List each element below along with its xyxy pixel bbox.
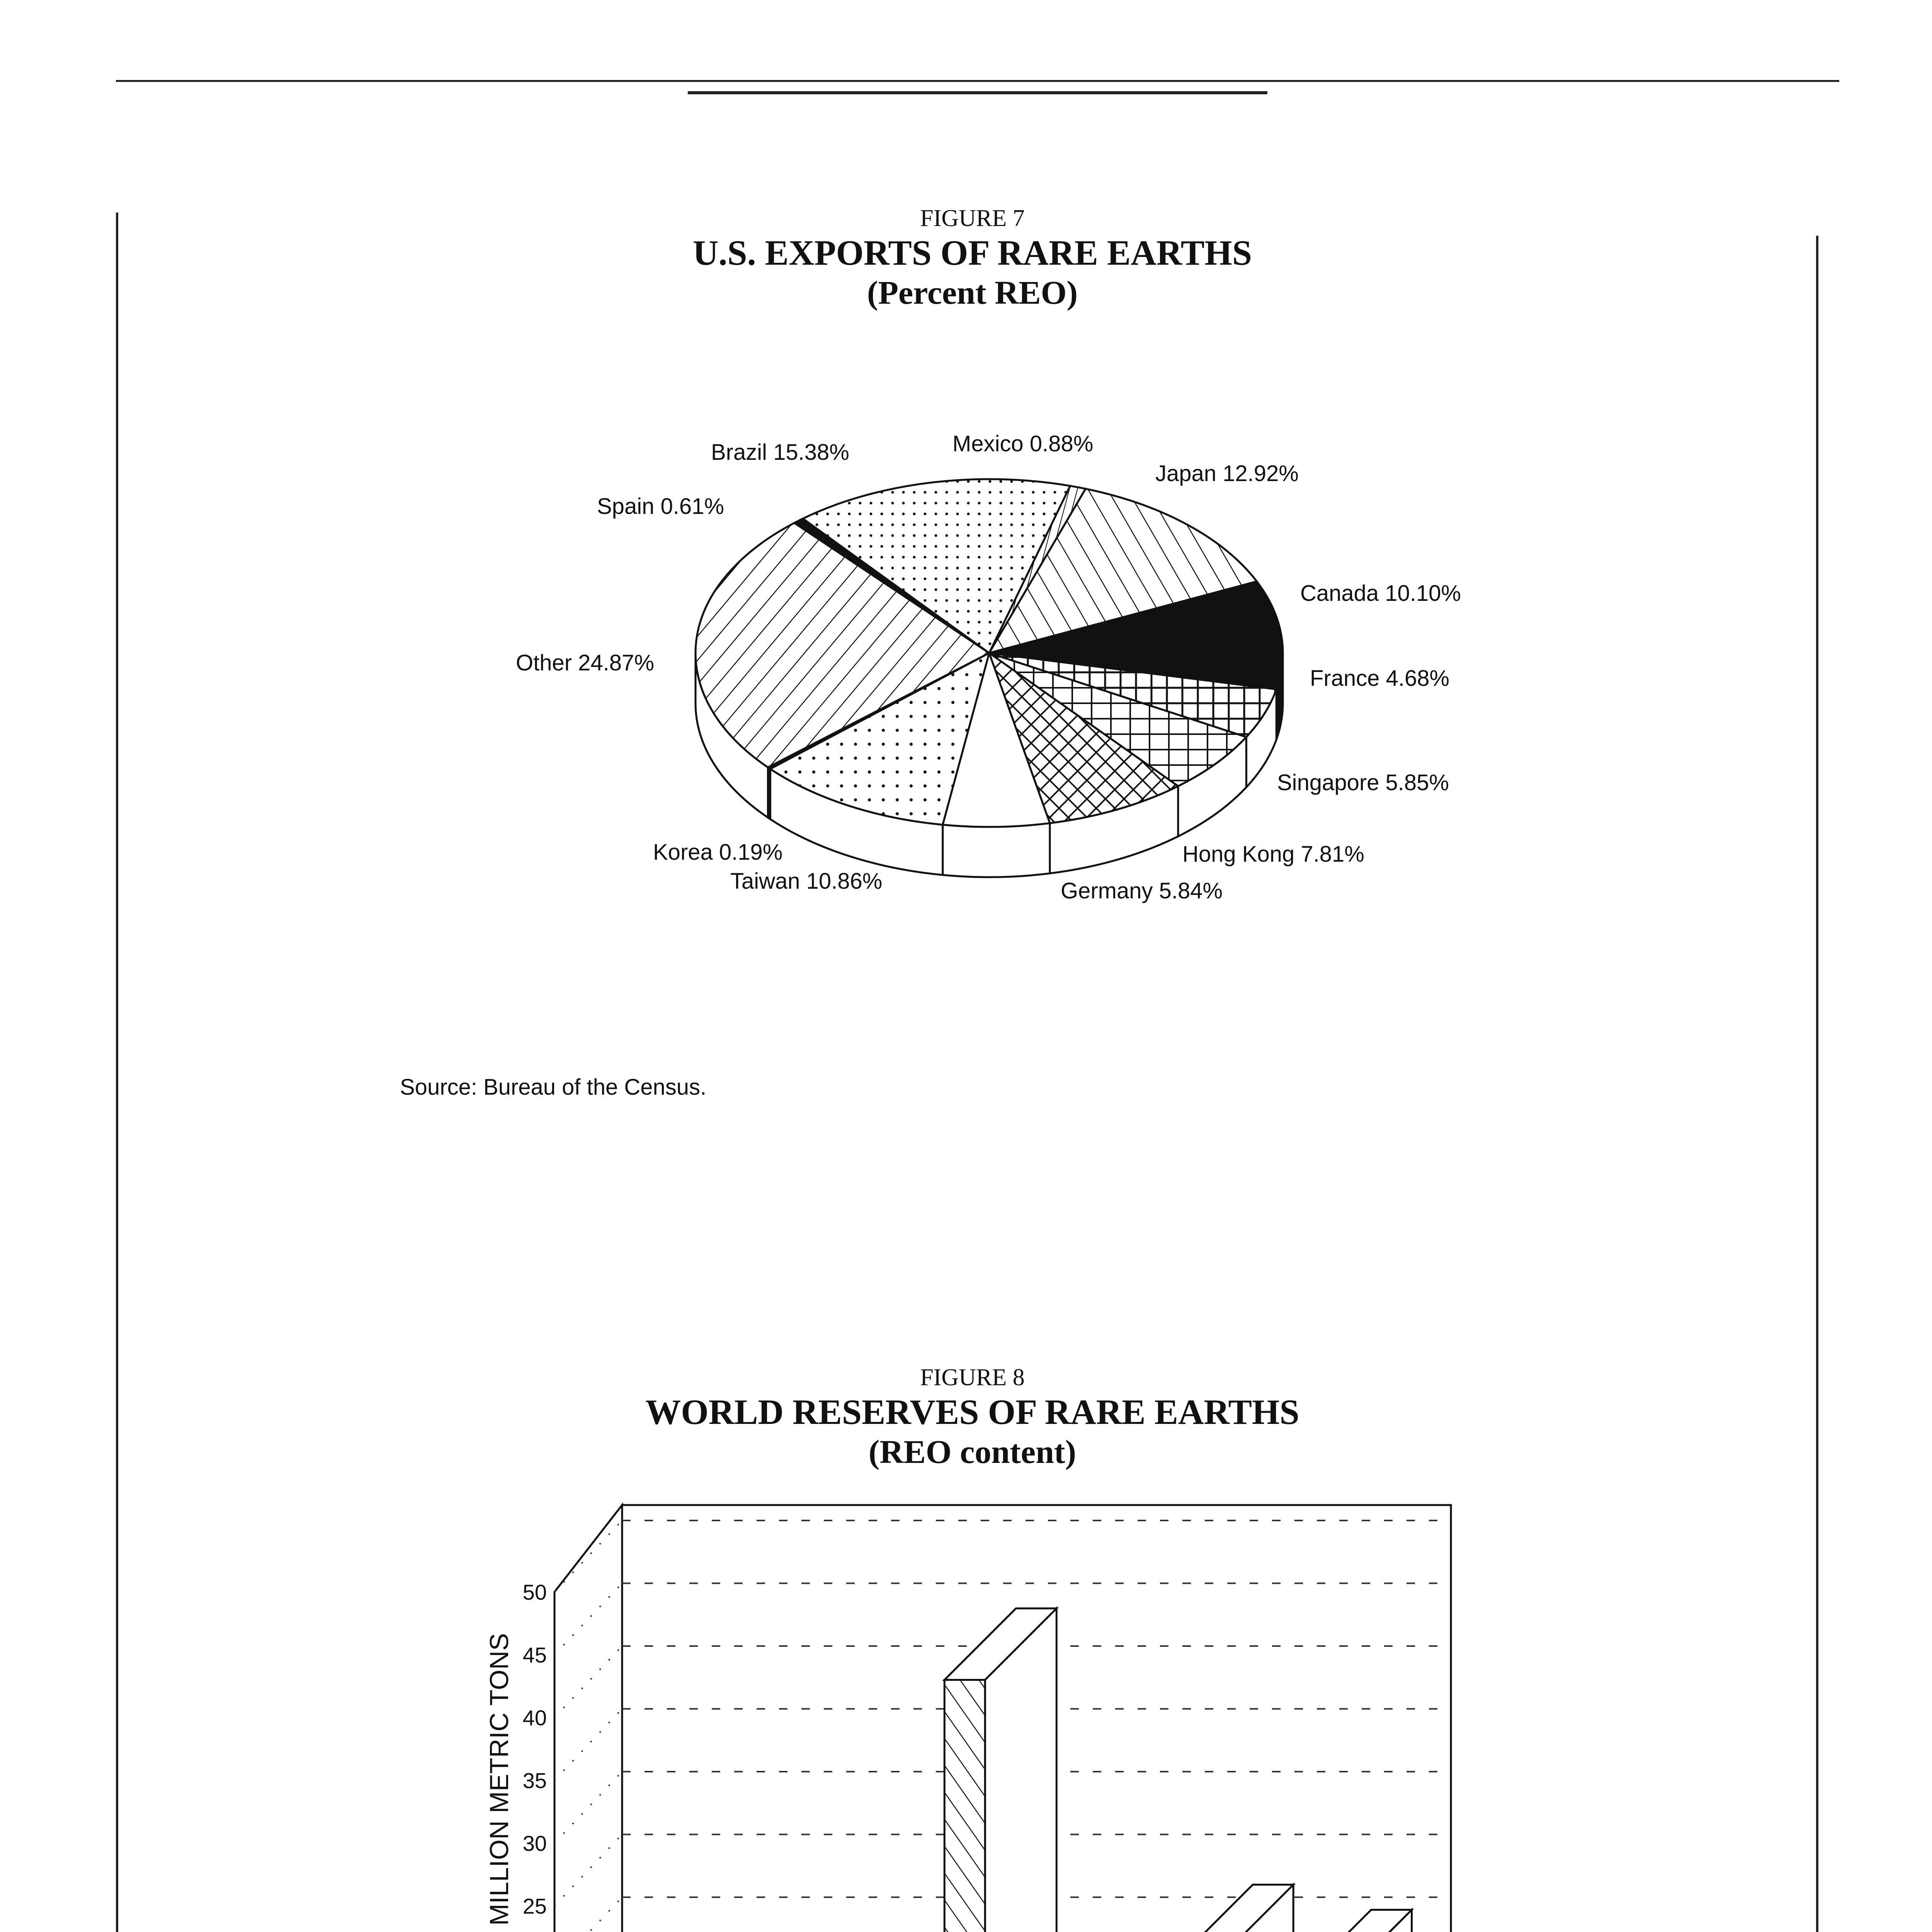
pie-label-taiwan: Taiwan 10.86% xyxy=(730,869,883,894)
bar-y-tick-label: 30 xyxy=(522,1831,547,1855)
figure8-heading xyxy=(0,1364,1932,1471)
bar-left-wall xyxy=(554,1505,622,1932)
bar-bars xyxy=(589,1609,1412,1932)
bar-gridline-side xyxy=(554,1897,622,1932)
figure7-subtitle: (Percent REO) xyxy=(867,274,1078,311)
bar-gridline-side xyxy=(554,1583,622,1655)
bar-former-u-s-s-r xyxy=(1300,1910,1412,1932)
pie-label-korea: Korea 0.19% xyxy=(653,840,783,865)
figure8-number: FIGURE 8 xyxy=(920,1364,1025,1391)
bar-gridline-side xyxy=(554,1835,622,1906)
figure7-source: Source: Bureau of the Census. xyxy=(400,1075,707,1100)
bar-gridline-side xyxy=(554,1520,622,1592)
figure8-subtitle: (REO content) xyxy=(868,1433,1077,1470)
bar-y-tick-label: 40 xyxy=(522,1706,547,1730)
bar-gridline-side xyxy=(554,1709,622,1781)
bar-y-tick-label: 50 xyxy=(522,1580,547,1604)
bar-y-tick-label: 25 xyxy=(522,1894,547,1918)
pie-label-other: Other 24.87% xyxy=(516,650,654,675)
figure7-number: FIGURE 7 xyxy=(920,205,1025,231)
pie-label-singapore: Singapore 5.85% xyxy=(1277,770,1449,795)
pie-label-brazil: Brazil 15.38% xyxy=(711,440,849,465)
bar-y-tick-label: 45 xyxy=(522,1643,547,1667)
pie-label-japan: Japan 12.92% xyxy=(1155,461,1299,486)
bar-gridline-side xyxy=(554,1772,622,1843)
bar-y-axis-label: MILLION METRIC TONS xyxy=(485,1633,514,1926)
pie-label-spain: Spain 0.61% xyxy=(597,494,724,519)
bar-china xyxy=(944,1609,1056,1932)
figure7-title: U.S. EXPORTS OF RARE EARTHS xyxy=(692,233,1252,272)
pie-label-canada: Canada 10.10% xyxy=(1300,581,1461,606)
pie-label-france: France 4.68% xyxy=(1310,666,1450,691)
pie-label-mexico: Mexico 0.88% xyxy=(952,431,1094,456)
bar-gridline-side xyxy=(554,1646,622,1718)
pie-side-germany xyxy=(943,823,1050,877)
pie-top xyxy=(696,479,1283,827)
bar-other xyxy=(1181,1885,1293,1932)
bar-y-tick-label: 35 xyxy=(522,1768,547,1793)
pie-label-germany: Germany 5.84% xyxy=(1061,878,1223,903)
figure8-title: WORLD RESERVES OF RARE EARTHS xyxy=(645,1392,1299,1432)
bar-chart xyxy=(0,1468,1932,1932)
pie-label-hong-kong: Hong Kong 7.81% xyxy=(1182,842,1364,867)
bar-y-ticks xyxy=(523,1580,547,1932)
